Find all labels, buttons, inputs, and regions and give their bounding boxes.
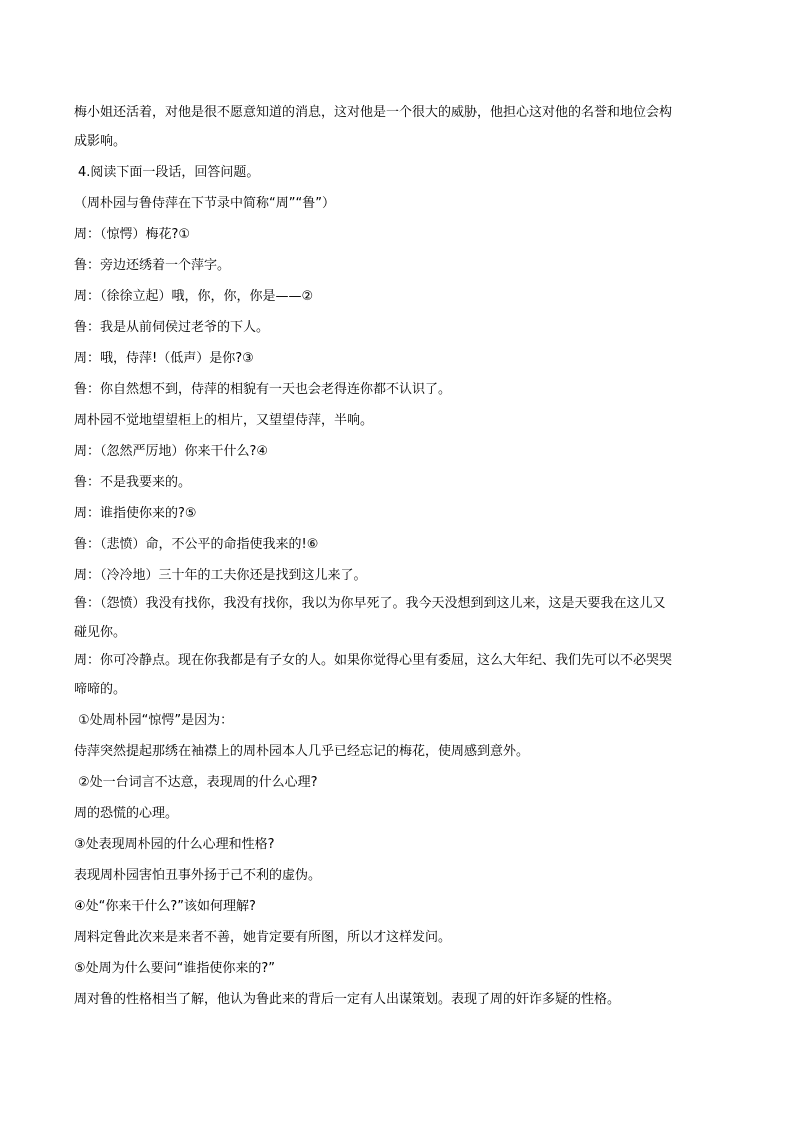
question-item: ⑤处周为什么要问“谁指使你来的?” [74, 961, 276, 976]
dialogue-line: 周：（冷冷地）三十年的工夫你还是找到这儿来了。 [74, 568, 367, 583]
dialogue-line: 周：（忽然严厉地）你来干什么?④ [74, 444, 269, 459]
text-line: 周朴园不觉地望望柜上的相片，又望望侍萍，半响。 [74, 413, 374, 428]
dialogue-line: 鲁：我是从前伺侯过老爷的下人。 [74, 320, 270, 335]
answer-item: 周的恐慌的心理。 [74, 806, 179, 821]
dialogue-line: 周：（徐徐立起）哦，你，你，你是——② [74, 289, 314, 304]
dialogue-line: 鲁：不是我要来的。 [74, 475, 192, 490]
text-line: （周朴园与鲁侍萍在下节录中简称“周”“鲁”） [74, 196, 335, 211]
question-item: ④处“你来干什么?”该如何理解? [74, 899, 256, 914]
text-line: 成影响。 [74, 134, 127, 149]
dialogue-line: 周：哦，侍萍!（低声）是你?③ [74, 351, 254, 366]
answer-item: 侍萍突然提起那绣在袖襟上的周朴园本人几乎已经忘记的梅花，使周感到意外。 [74, 744, 530, 759]
question-heading: 4.阅读下面一段话，回答问题。 [78, 165, 260, 180]
answer-item: 周对鲁的性格相当了解，他认为鲁此来的背后一定有人出谋策划。表现了周的奸诈多疑的性格。 [74, 992, 621, 1007]
dialogue-line: 啼啼的。 [74, 682, 127, 697]
dialogue-line: 周：（惊愕）梅花?① [74, 227, 191, 242]
text-line: 梅小姐还活着，对他是很不愿意知道的消息，这对他是一个很大的威胁，他担心这对他的名誉和地位会构 [74, 105, 673, 120]
question-item: ①处周朴园“惊愕”是因为： [78, 713, 234, 728]
answer-item: 周料定鲁此次来是来者不善，她肯定要有所图，所以才这样发问。 [74, 930, 452, 945]
dialogue-line: 碰见你。 [74, 625, 127, 640]
dialogue-line: 周：你可冷静点。现在你我都是有子女的人。如果你觉得心里有委屈，这么大年纪、我们先可以不必哭哭 [74, 653, 673, 668]
dialogue-line: 鲁：（悲愤）命，不公平的命指使我来的!⑥ [74, 537, 319, 552]
dialogue-line: 周：谁指使你来的?⑤ [74, 506, 197, 521]
dialogue-line: 鲁：你自然想不到，侍萍的相貌有一天也会老得连你都不认识了。 [74, 382, 452, 397]
document-body [74, 100, 724, 1015]
question-item: ②处一台词言不达意，表现周的什么心理? [78, 775, 318, 790]
dialogue-line: 鲁：旁边还绣着一个萍字。 [74, 258, 231, 273]
dialogue-line: 鲁：（怨愤）我没有找你，我没有找你，我以为你早死了。我今天没想到到这儿来，这是天要我在这儿又 [74, 596, 666, 611]
answer-item: 表现周朴园害怕丑事外扬于己不利的虚伪。 [74, 868, 322, 883]
question-item: ③处表现周朴园的什么心理和性格? [74, 837, 275, 852]
